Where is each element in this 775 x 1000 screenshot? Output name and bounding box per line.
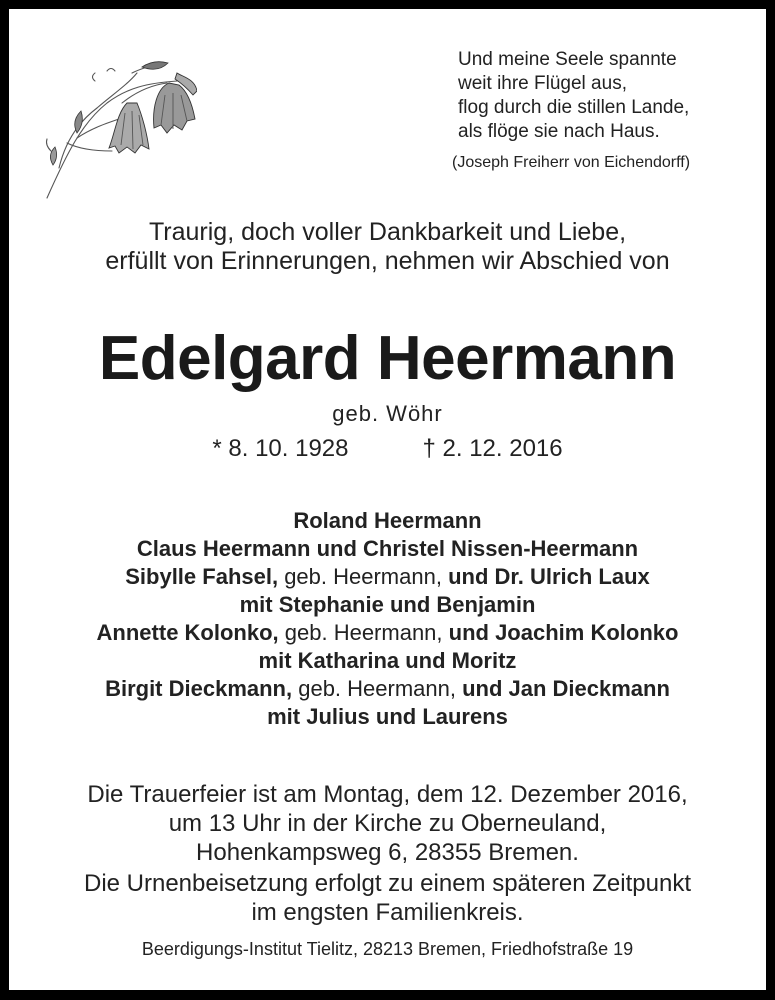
mourner-row: [9, 563, 766, 591]
mourner-name: Annette Kolonko,: [96, 620, 279, 645]
mourner-partner: und Joachim Kolonko: [448, 620, 679, 645]
mourners-list: [9, 507, 766, 731]
deceased-name: Edelgard Heermann: [98, 324, 677, 393]
mourner-partner: und Jan Dieckmann: [462, 676, 670, 701]
mourner-row: [9, 675, 766, 703]
poem-line: als flöge sie nach Haus.: [458, 121, 660, 142]
poem-line: weit ihre Flügel aus,: [458, 73, 627, 94]
maiden-name: geb. Wöhr: [332, 401, 443, 426]
mourner-maiden-note: geb. Heermann,: [278, 620, 449, 645]
mourner-children: mit Katharina und Moritz: [258, 648, 517, 673]
obituary-notice: [9, 9, 766, 990]
mourner-partner: und Dr. Ulrich Laux: [448, 564, 650, 589]
burial-line: im engsten Familienkreis.: [251, 899, 524, 926]
mourner-row: [9, 647, 766, 675]
burial-line: Die Urnenbeisetzung erfolgt zu einem späteren Zeitpunkt: [83, 870, 691, 897]
mourner-children: mit Julius und Laurens: [267, 704, 508, 729]
poem-author: (Joseph Freiherr von Eichendorff): [452, 154, 691, 171]
mourner-maiden-note: geb. Heermann,: [292, 676, 463, 701]
burial-info: [9, 869, 766, 927]
funeral-service-info: [9, 780, 766, 867]
intro-text: [9, 218, 766, 276]
mourner-row: [9, 703, 766, 731]
mourner-name: Birgit Dieckmann,: [105, 676, 293, 701]
mourner-children: mit Stephanie und Benjamin: [239, 592, 536, 617]
mourner-row: [9, 535, 766, 563]
intro-line: Traurig, doch voller Dankbarkeit und Liebe,: [148, 218, 627, 246]
mourner-maiden-note: geb. Heermann,: [278, 564, 449, 589]
undertaker-info: Beerdigungs-Institut Tielitz, 28213 Bremen, Friedhofstraße 19: [141, 939, 634, 959]
poem-quote: [452, 48, 768, 175]
birth-date: * 8. 10. 1928: [212, 435, 349, 462]
mourner-row: [9, 619, 766, 647]
poem-line: Und meine Seele spannte: [458, 49, 677, 70]
mourner-name: Roland Heermann: [293, 508, 482, 533]
mourner-row: [9, 507, 766, 535]
death-date: † 2. 12. 2016: [422, 435, 563, 462]
bellflower-illustration-icon: [37, 33, 197, 203]
intro-line: erfüllt von Erinnerungen, nehmen wir Abschied von: [105, 247, 670, 275]
mourner-name: Sibylle Fahsel,: [125, 564, 279, 589]
mourner-row: [9, 591, 766, 619]
mourner-name: Claus Heermann und Christel Nissen-Heermann: [136, 536, 639, 561]
poem-line: flog durch die stillen Lande,: [458, 97, 690, 118]
service-line: Hohenkampsweg 6, 28355 Bremen.: [196, 839, 579, 866]
service-line: Die Trauerfeier ist am Montag, dem 12. Dezember 2016,: [87, 781, 688, 808]
service-line: um 13 Uhr in der Kirche zu Oberneuland,: [168, 810, 607, 837]
life-dates: [9, 435, 766, 463]
